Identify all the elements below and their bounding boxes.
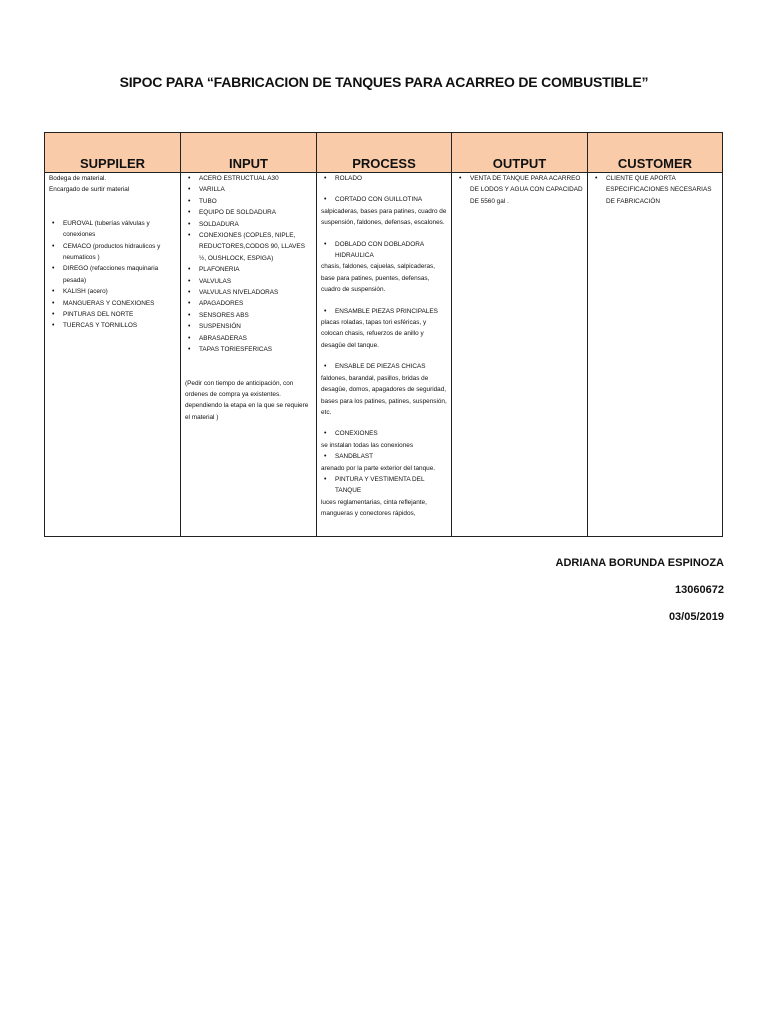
process-step-detail: se instalan todas las conexiones [321,441,414,449]
process-step-detail: luces reglamentarias, cinta reflejante, mangueras y conectores rápidos, [321,498,427,518]
list-item: • ACERO ESTRUCTUAL A30 [199,173,313,184]
process-step [321,361,448,372]
list-item: • EUROVAL (tuberías válvulas y conexiones [63,218,177,241]
process-step [321,239,448,262]
list-item: • DIREGO (refacciones maquinaria pesada) [63,263,177,286]
sipoc-table [44,132,723,537]
process-step-detail: chasis, faldones, cajuelas, salpicaderas, base para patines, puentes, defensas, cuadro de suspensión. [321,263,436,294]
process-step-detail: faldones, barandal, pasillos, bridas de desagüe, domos, apagadores de seguridad, bases para los patines, patines, suspensión, etc. [321,374,447,416]
list-item: • ABRASADERAS [199,333,313,344]
process-step-label: • DOBLADO CON DOBLADORA HIDRAULICA [335,239,448,262]
list-item: • PINTURAS DEL NORTE [63,309,177,320]
process-step [321,173,448,184]
process-step [321,194,448,205]
process-step-label: • SANDBLAST [335,451,448,462]
list-item: • CLIENTE QUE APORTA ESPECIFICACIONES NECESARIAS DE FABRICACIÓN [606,173,719,207]
list-item: • SUSPENSIÓN [199,321,313,332]
process-step [321,451,448,462]
header-suppliers: SUPPILER [45,133,181,173]
process-step [321,428,448,439]
list-item: • CEMACO (productos hidraulicos y neumaticos ) [63,241,177,264]
input-cell [181,173,317,537]
process-step-label: • ROLADO [335,173,448,184]
supplier-intro: Encargado de surtir material [49,186,130,194]
list-item: • VARILLA [199,184,313,195]
list-item: • SOLDADURA [199,219,313,230]
list-item: • TUERCAS Y TORNILLOS [63,320,177,331]
header-row [45,133,723,173]
header-output: OUTPUT [452,133,588,173]
process-step-label: • ENSAMBLE PIEZAS PRINCIPALES [335,306,448,317]
process-step-detail: salpicaderas, bases para patines, cuadro de suspensión, faldones, defensas, escalones. [321,207,447,227]
list-item: • TUBO [199,196,313,207]
process-step-label: • CORTADO CON GUILLOTINA [335,194,448,205]
process-step-label: • ENSABLE DE PIEZAS CHICAS [335,361,448,372]
process-step-label: • PINTURA Y VESTIMENTA DEL TANQUE [335,474,448,497]
list-item: • TAPAS TORIESFERICAS [199,344,313,355]
list-item: • EQUIPO DE SOLDADURA [199,207,313,218]
header-input: INPUT [181,133,317,173]
list-item: • CONEXIONES (COPLES, NIPLE, REDUCTORES,CODOS 90, LLAVES ½, OUSHLOCK, ESPIGA) [199,230,313,264]
process-step-detail: arenado por la parte exterior del tanque. [321,464,436,472]
list-item: • APAGADORES [199,298,313,309]
input-note: (Pedir con tiempo de anticipación, con ordenes de compra ya existentes. dependiendo la etapa en la que se requiere el material ) [185,379,309,421]
process-cell [317,173,452,537]
document-date: 03/05/2019 [668,611,724,623]
process-step [321,306,448,317]
customer-cell [588,173,723,537]
list-item: • KALISH (acero) [63,286,177,297]
list-item: • VENTA DE TANQUE PARA ACARREO DE LODOS Y AGUA CON CAPACIDAD DE 5560 gal . [470,173,584,207]
process-step [321,474,448,497]
suppliers-cell [45,173,181,537]
output-cell [452,173,588,537]
customer-list [592,173,719,207]
list-item: • VALVULAS NIVELADORAS [199,287,313,298]
author-id: 13060672 [675,584,724,596]
process-step-detail: placas roladas, tapas tori esféricas, y colocan chasis, refuerzos de anillo y desagüe del tanque. [321,319,427,349]
content-row [45,173,723,537]
process-step-label: • CONEXIONES [335,428,448,439]
input-list [185,173,313,356]
list-item: • PLAFONERIA [199,264,313,275]
supplier-intro: Bodega de material. [49,175,107,182]
header-process: PROCESS [317,133,452,173]
supplier-list [49,218,177,332]
list-item: • VALVULAS [199,276,313,287]
author-name: ADRIANA BORUNDA ESPINOZA [555,557,724,569]
list-item: • SENSORES ABS [199,310,313,321]
list-item: • MANGUERAS Y CONEXIONES [63,298,177,309]
document-title: SIPOC PARA “FABRICACION DE TANQUES PARA ACARREO DE COMBUSTIBLE” [119,74,649,90]
header-customer: CUSTOMER [588,133,723,173]
output-list [456,173,584,207]
